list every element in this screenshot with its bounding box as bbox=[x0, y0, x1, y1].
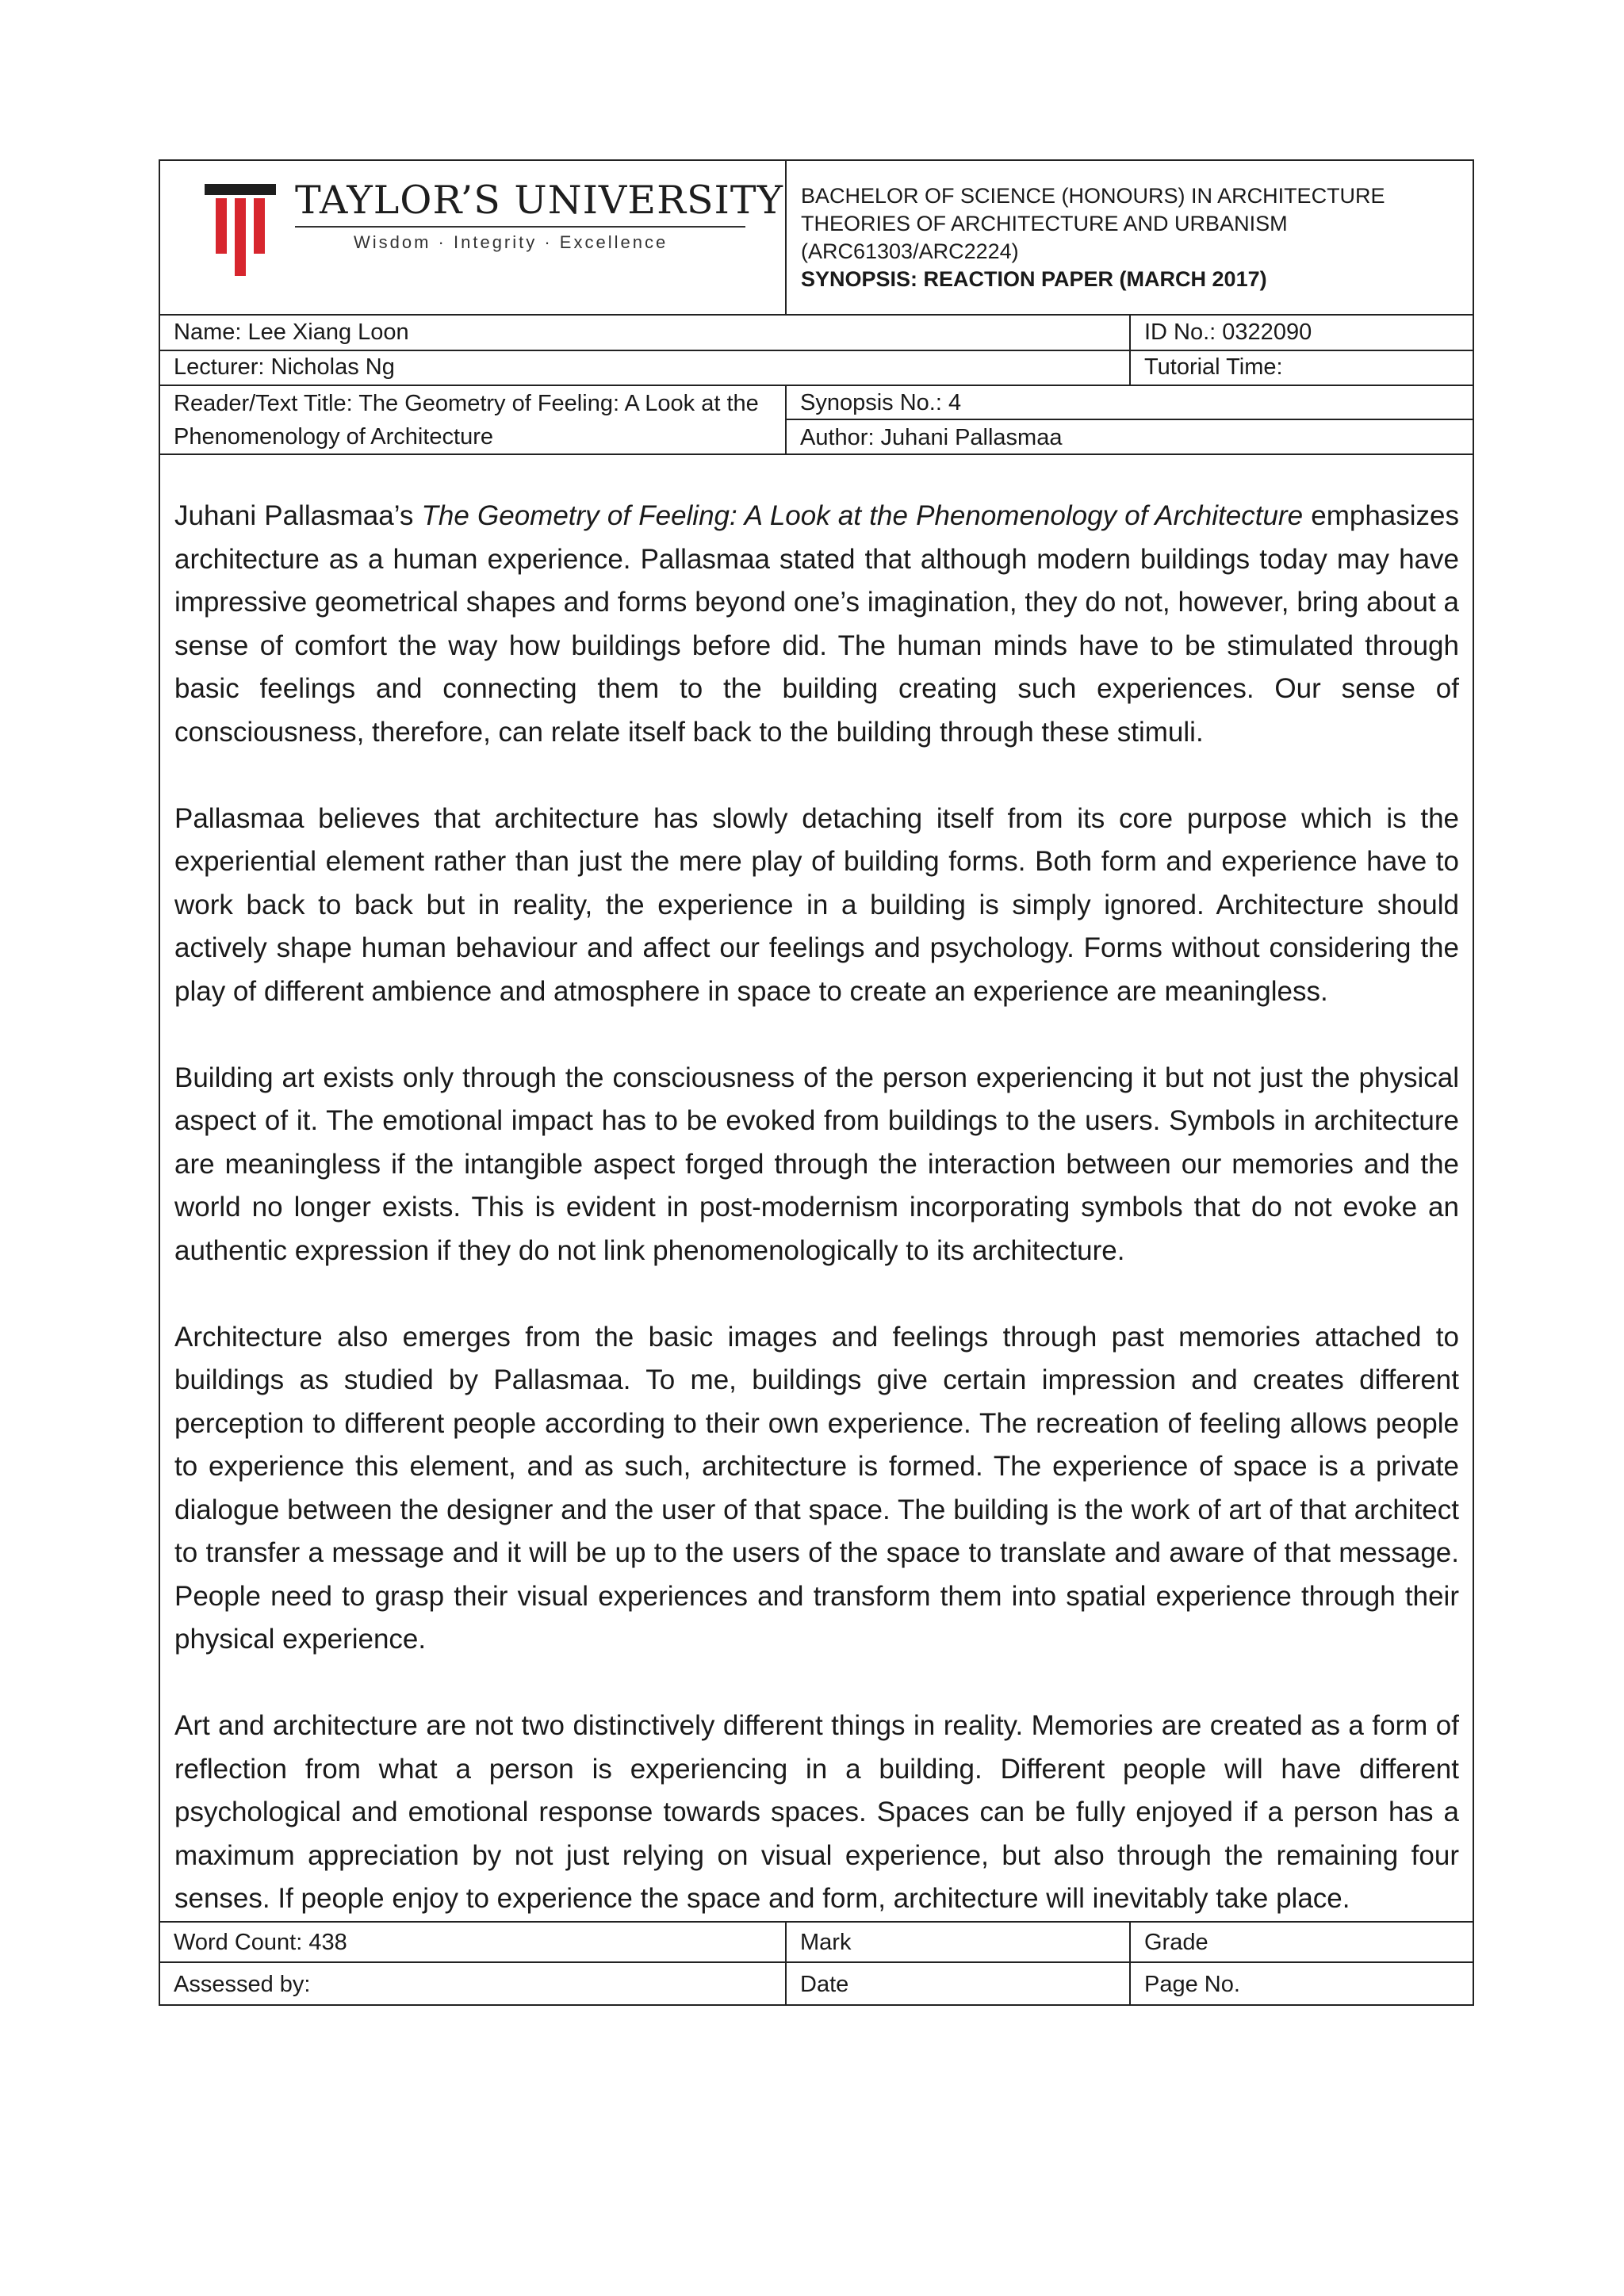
paragraph-2: Pallasmaa believes that architecture has slowly detaching itself from its core purpose which is the experiential element rather than just the mere play of building forms. Both form and experience have to work back to back but in reality, the experience in a building is simply ignored. Architecture should actively shape human behaviour and affect our feelings and psychology. Forms without considering the play of different ambience and atmosphere in space to create an experience are meaningless. bbox=[174, 802, 1459, 1007]
programme-line-1: BACHELOR OF SCIENCE (HONOURS) IN ARCHITECTURE bbox=[801, 184, 1385, 208]
paragraph-3: Building art exists only through the consciousness of the person experiencing it but not just the physical aspect of it. The emotional impact has to be evoked from buildings to the users. Symbols in architecture are meaningless if the intangible aspect forged through the interaction between our memories and the world no longer exists. This is evident in post-modernism incorporating symbols that do not evoke an authentic expression if they do not link phenomenologically to its architecture. bbox=[174, 1062, 1459, 1266]
info-divider-id bbox=[1129, 314, 1131, 385]
word-count: Word Count: 438 bbox=[174, 1930, 347, 1955]
taylors-logo-icon bbox=[205, 184, 276, 276]
footer-rule-2 bbox=[159, 1961, 1474, 1963]
synopsis-heading: SYNOPSIS: REACTION PAPER (MARCH 2017) bbox=[801, 267, 1267, 291]
student-name: Name: Lee Xiang Loon bbox=[174, 320, 409, 345]
tutorial-time: Tutorial Time: bbox=[1144, 354, 1283, 380]
mark-label: Mark bbox=[800, 1930, 852, 1955]
reader-title-line-2: Phenomenology of Architecture bbox=[174, 424, 494, 450]
university-name: TAYLOR’S UNIVERSITY bbox=[295, 178, 783, 223]
paragraph-4: Architecture also emerges from the basic images and feelings through past memories attached to buildings as studied by Pallasmaa. To me, buildings give certain impression and creates different perception to different people according to their own experience. The recreation of feeling allows people to experience this element, and as such, architecture is formed. The experience of space is a private dialogue between the designer and the user of that space. The building is the work of art of that architect to transfer a message and it will be up to the users of the space to translate and aware of that message. People need to grasp their visual experiences and transform them into spatial experience through their physical experience. bbox=[174, 1321, 1459, 1655]
footer-divider-grade bbox=[1129, 1921, 1131, 2006]
student-id: ID No.: 0322090 bbox=[1144, 320, 1312, 345]
paragraph-5: Art and architecture are not two distinctively different things in reality. Memories are created as a form of reflection from what a person is experiencing in a building. Different people will have different psychological and emotional response towards spaces. Spaces can be fully enjoyed if a person has a maximum appreciation by not just relying on visual experience, but also through the remaining four senses. If people enjoy to experience the space and form, architecture will inevitably take place. bbox=[174, 1710, 1459, 1914]
reading-title: The Geometry of Feeling: A Look at the Phenomenology of Architecture bbox=[421, 500, 1304, 531]
paragraph-1-lead: Juhani Pallasmaa’s bbox=[174, 500, 422, 531]
footer-rule-1 bbox=[159, 1921, 1474, 1923]
university-tagline: Wisdom · Integrity · Excellence bbox=[354, 232, 668, 252]
synopsis-number: Synopsis No.: 4 bbox=[800, 390, 962, 415]
paragraph-1-rest: emphasizes architecture as a human experience. Pallasmaa stated that although modern buildings today may have impressive geometrical shapes and forms beyond one’s imagination, they do not, however, bring about a sense of comfort the way how buildings before did. The human minds have to be stimulated through basic feelings and connecting them to the building creating such experiences. Our sense of consciousness, therefore, can relate itself back to the building through these stimuli. bbox=[174, 500, 1459, 748]
lecturer-name: Lecturer: Nicholas Ng bbox=[174, 354, 395, 380]
grade-label: Grade bbox=[1144, 1930, 1208, 1955]
programme-heading bbox=[801, 182, 1385, 293]
header-divider bbox=[785, 159, 787, 316]
programme-line-3: (ARC61303/ARC2224) bbox=[801, 239, 1019, 263]
reader-title-line-1: Reader/Text Title: The Geometry of Feeling: A Look at the bbox=[174, 391, 759, 416]
date-label: Date bbox=[800, 1972, 849, 1997]
info-divider-title bbox=[785, 385, 787, 453]
author-name: Author: Juhani Pallasmaa bbox=[800, 425, 1063, 450]
footer-divider-mark bbox=[785, 1921, 787, 2006]
assessed-by-label: Assessed by: bbox=[174, 1972, 311, 1997]
page-number-label: Page No. bbox=[1144, 1972, 1240, 1997]
programme-line-2: THEORIES OF ARCHITECTURE AND URBANISM bbox=[801, 212, 1288, 235]
logo-divider bbox=[295, 226, 745, 228]
paragraph-1 bbox=[174, 495, 1459, 754]
reaction-paper-body bbox=[174, 495, 1459, 1964]
